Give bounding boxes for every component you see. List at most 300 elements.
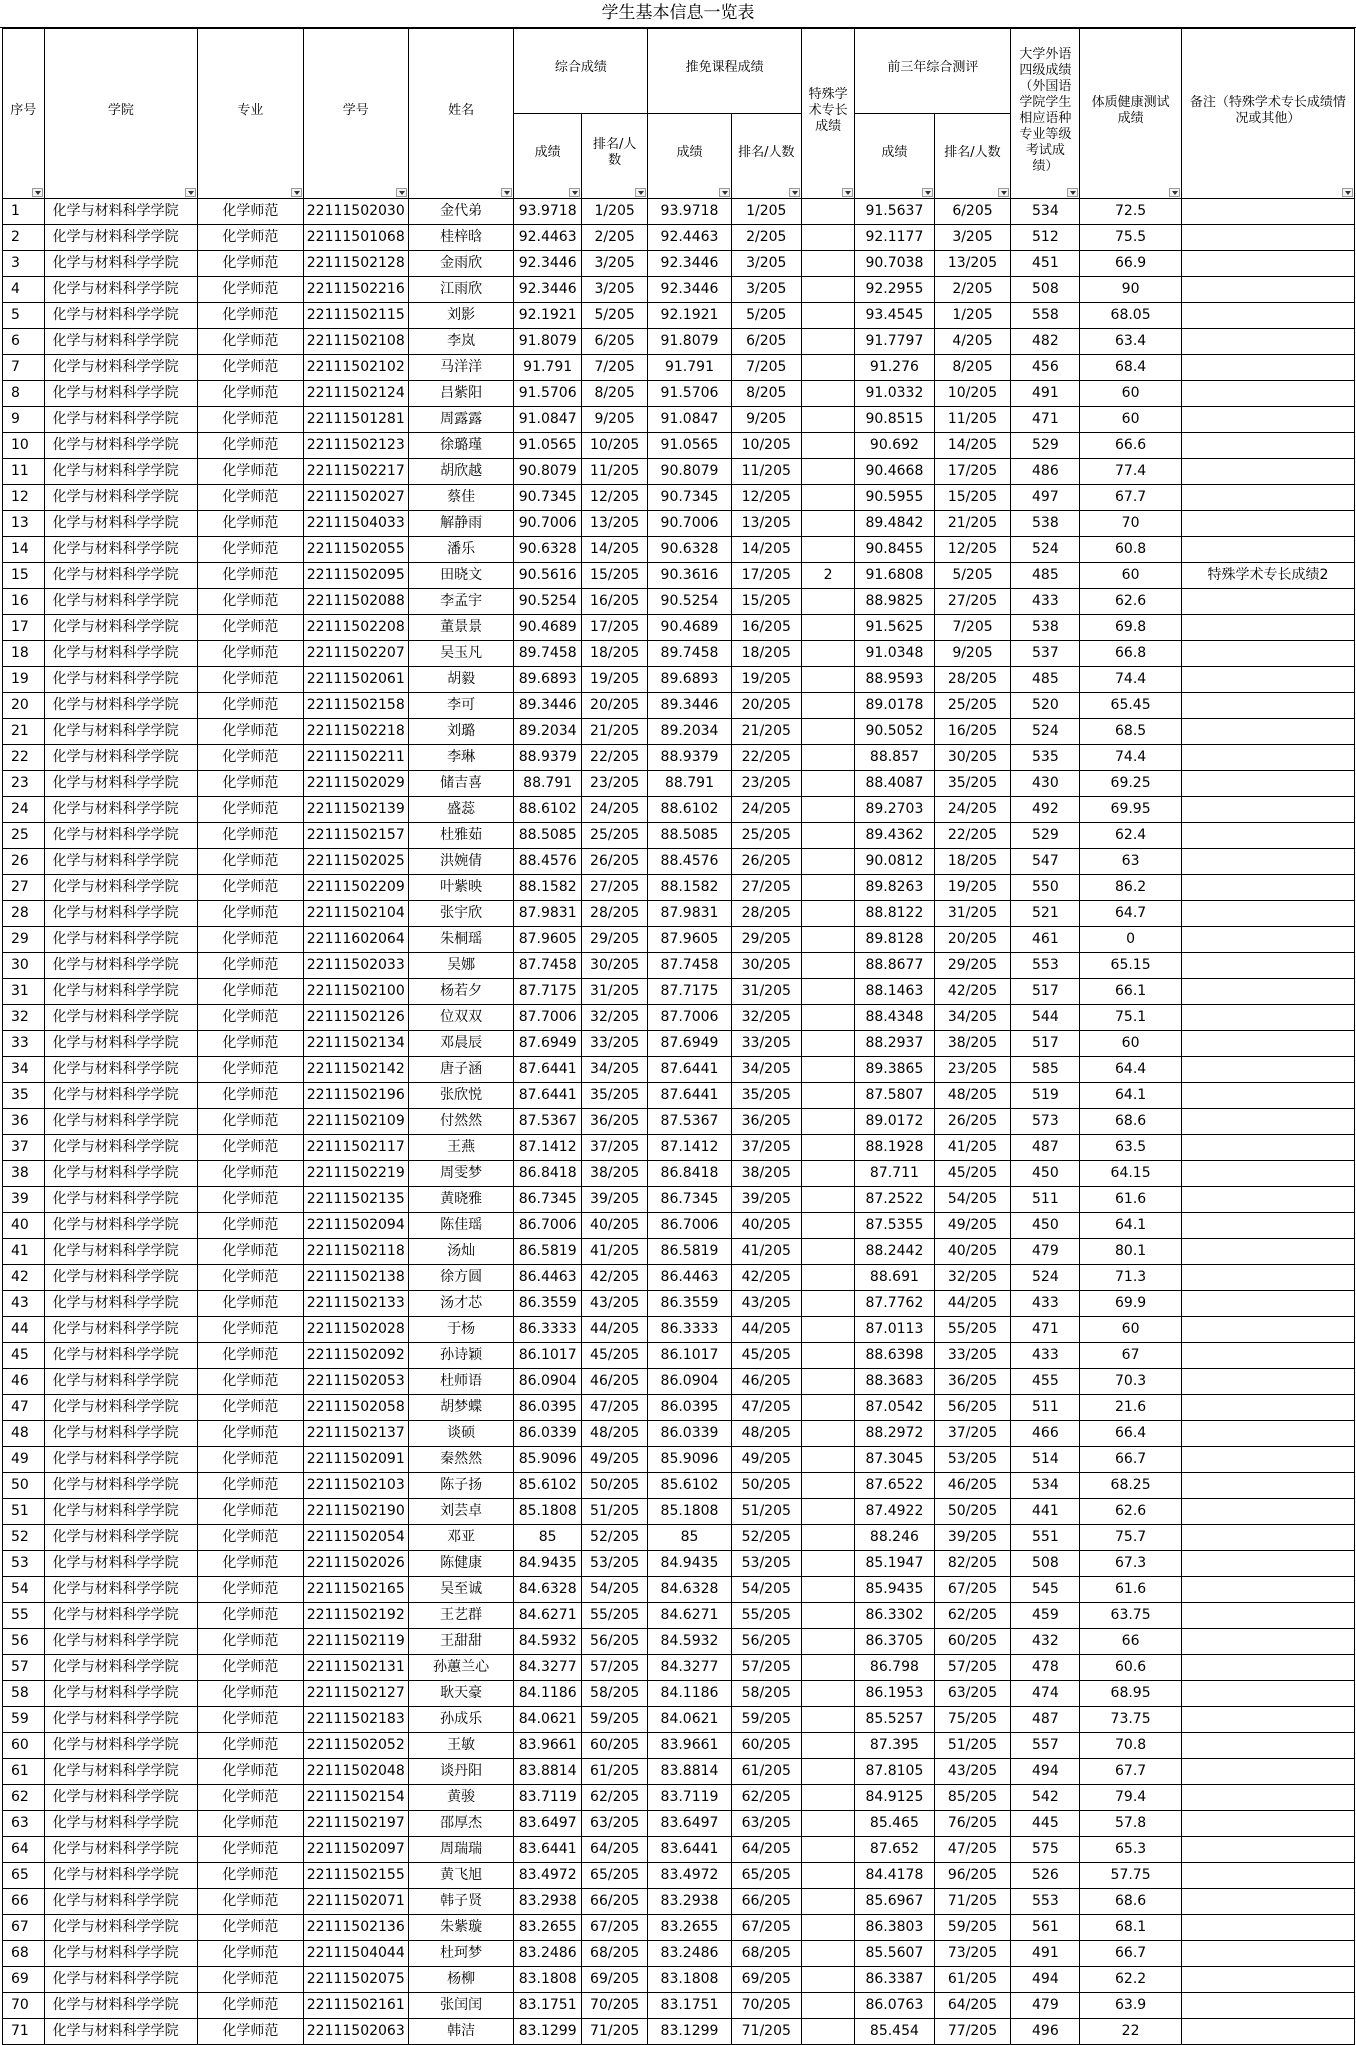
cell-student-id[interactable]: 22111502108 (303, 329, 408, 355)
cell-remark[interactable] (1181, 641, 1354, 667)
cell-three-score[interactable]: 85.1947 (855, 1551, 934, 1577)
cell-student-id[interactable]: 22111502071 (303, 1889, 408, 1915)
cell-comp-rank[interactable]: 6/205 (581, 329, 647, 355)
cell-three-rank[interactable]: 62/205 (934, 1603, 1011, 1629)
cell-comp-rank[interactable]: 18/205 (581, 641, 647, 667)
cell-remark[interactable] (1181, 459, 1354, 485)
cell-special-score[interactable] (801, 979, 854, 1005)
cell-seq[interactable]: 7 (3, 355, 45, 381)
cell-major[interactable]: 化学师范 (198, 901, 303, 927)
cell-comp-rank[interactable]: 16/205 (581, 589, 647, 615)
cell-comp-score[interactable]: 84.1186 (514, 1681, 582, 1707)
cell-cet4[interactable]: 553 (1011, 1889, 1080, 1915)
cell-comp-rank[interactable]: 10/205 (581, 433, 647, 459)
cell-seq[interactable]: 9 (3, 407, 45, 433)
cell-comp-score[interactable]: 86.7006 (514, 1213, 582, 1239)
cell-comp-rank[interactable]: 19/205 (581, 667, 647, 693)
cell-special-score[interactable] (801, 797, 854, 823)
cell-seq[interactable]: 71 (3, 2019, 45, 2045)
cell-comp-rank[interactable]: 69/205 (581, 1967, 647, 1993)
cell-three-rank[interactable]: 47/205 (934, 1837, 1011, 1863)
cell-three-rank[interactable]: 6/205 (934, 199, 1011, 225)
cell-comp-score[interactable]: 89.3446 (514, 693, 582, 719)
cell-rec-rank[interactable]: 22/205 (731, 745, 801, 771)
cell-student-id[interactable]: 22111502100 (303, 979, 408, 1005)
cell-three-rank[interactable]: 41/205 (934, 1135, 1011, 1161)
cell-remark[interactable] (1181, 953, 1354, 979)
cell-three-score[interactable]: 91.5637 (855, 199, 934, 225)
cell-seq[interactable]: 36 (3, 1109, 45, 1135)
cell-rec-rank[interactable]: 36/205 (731, 1109, 801, 1135)
cell-rec-rank[interactable]: 27/205 (731, 875, 801, 901)
cell-college[interactable]: 化学与材料科学学院 (44, 1447, 198, 1473)
cell-special-score[interactable] (801, 1915, 854, 1941)
cell-rec-rank[interactable]: 12/205 (731, 485, 801, 511)
cell-name[interactable]: 秦然然 (408, 1447, 513, 1473)
cell-seq[interactable]: 13 (3, 511, 45, 537)
cell-student-id[interactable]: 22111502063 (303, 2019, 408, 2045)
cell-college[interactable]: 化学与材料科学学院 (44, 1811, 198, 1837)
cell-three-score[interactable]: 85.9435 (855, 1577, 934, 1603)
cell-name[interactable]: 江雨欣 (408, 277, 513, 303)
cell-pe[interactable]: 60.8 (1080, 537, 1181, 563)
cell-college[interactable]: 化学与材料科学学院 (44, 667, 198, 693)
cell-name[interactable]: 李岚 (408, 329, 513, 355)
cell-college[interactable]: 化学与材料科学学院 (44, 355, 198, 381)
cell-pe[interactable]: 63.5 (1080, 1135, 1181, 1161)
cell-three-score[interactable]: 90.7038 (855, 251, 934, 277)
cell-name[interactable]: 黄飞旭 (408, 1863, 513, 1889)
cell-rec-rank[interactable]: 24/205 (731, 797, 801, 823)
cell-comp-rank[interactable]: 21/205 (581, 719, 647, 745)
cell-rec-score[interactable]: 92.1921 (648, 303, 731, 329)
cell-three-rank[interactable]: 40/205 (934, 1239, 1011, 1265)
cell-name[interactable]: 储吉喜 (408, 771, 513, 797)
cell-name[interactable]: 朱桐瑶 (408, 927, 513, 953)
cell-comp-rank[interactable]: 3/205 (581, 277, 647, 303)
cell-three-score[interactable]: 88.246 (855, 1525, 934, 1551)
cell-college[interactable]: 化学与材料科学学院 (44, 693, 198, 719)
cell-cet4[interactable]: 534 (1011, 1473, 1080, 1499)
cell-three-score[interactable]: 87.8105 (855, 1759, 934, 1785)
cell-three-score[interactable]: 87.0113 (855, 1317, 934, 1343)
cell-major[interactable]: 化学师范 (198, 771, 303, 797)
cell-rec-score[interactable]: 90.7345 (648, 485, 731, 511)
cell-rec-score[interactable]: 89.7458 (648, 641, 731, 667)
cell-rec-score[interactable]: 86.7345 (648, 1187, 731, 1213)
cell-major[interactable]: 化学师范 (198, 511, 303, 537)
cell-cet4[interactable]: 451 (1011, 251, 1080, 277)
cell-name[interactable]: 杜师语 (408, 1369, 513, 1395)
cell-special-score[interactable] (801, 589, 854, 615)
cell-comp-rank[interactable]: 48/205 (581, 1421, 647, 1447)
cell-comp-score[interactable]: 83.9661 (514, 1733, 582, 1759)
cell-remark[interactable] (1181, 901, 1354, 927)
cell-rec-score[interactable]: 83.1751 (648, 1993, 731, 2019)
cell-student-id[interactable]: 22111502094 (303, 1213, 408, 1239)
cell-rec-rank[interactable]: 38/205 (731, 1161, 801, 1187)
cell-major[interactable]: 化学师范 (198, 667, 303, 693)
cell-special-score[interactable] (801, 1655, 854, 1681)
cell-major[interactable]: 化学师范 (198, 875, 303, 901)
cell-three-rank[interactable]: 10/205 (934, 381, 1011, 407)
cell-cet4[interactable]: 459 (1011, 1603, 1080, 1629)
cell-comp-rank[interactable]: 56/205 (581, 1629, 647, 1655)
cell-college[interactable]: 化学与材料科学学院 (44, 849, 198, 875)
cell-name[interactable]: 盛蕊 (408, 797, 513, 823)
cell-special-score[interactable] (801, 1447, 854, 1473)
cell-special-score[interactable] (801, 407, 854, 433)
cell-comp-rank[interactable]: 8/205 (581, 381, 647, 407)
cell-cet4[interactable]: 456 (1011, 355, 1080, 381)
cell-pe[interactable]: 65.15 (1080, 953, 1181, 979)
cell-name[interactable]: 陈佳瑶 (408, 1213, 513, 1239)
cell-special-score[interactable] (801, 1837, 854, 1863)
cell-student-id[interactable]: 22111502134 (303, 1031, 408, 1057)
cell-cet4[interactable]: 508 (1011, 277, 1080, 303)
cell-rec-score[interactable]: 89.3446 (648, 693, 731, 719)
cell-comp-score[interactable]: 83.4972 (514, 1863, 582, 1889)
cell-rec-score[interactable]: 86.3333 (648, 1317, 731, 1343)
cell-remark[interactable] (1181, 511, 1354, 537)
cell-comp-rank[interactable]: 57/205 (581, 1655, 647, 1681)
cell-comp-rank[interactable]: 13/205 (581, 511, 647, 537)
cell-pe[interactable]: 65.3 (1080, 1837, 1181, 1863)
cell-seq[interactable]: 53 (3, 1551, 45, 1577)
cell-three-rank[interactable]: 63/205 (934, 1681, 1011, 1707)
cell-three-rank[interactable]: 27/205 (934, 589, 1011, 615)
cell-student-id[interactable]: 22111502026 (303, 1551, 408, 1577)
cell-pe[interactable]: 80.1 (1080, 1239, 1181, 1265)
cell-rec-score[interactable]: 89.6893 (648, 667, 731, 693)
cell-college[interactable]: 化学与材料科学学院 (44, 745, 198, 771)
cell-three-score[interactable]: 88.2937 (855, 1031, 934, 1057)
cell-seq[interactable]: 47 (3, 1395, 45, 1421)
cell-pe[interactable]: 69.25 (1080, 771, 1181, 797)
cell-student-id[interactable]: 22111502028 (303, 1317, 408, 1343)
cell-major[interactable]: 化学师范 (198, 1499, 303, 1525)
cell-three-score[interactable]: 89.4842 (855, 511, 934, 537)
cell-comp-score[interactable]: 85 (514, 1525, 582, 1551)
cell-rec-rank[interactable]: 61/205 (731, 1759, 801, 1785)
cell-pe[interactable]: 79.4 (1080, 1785, 1181, 1811)
cell-major[interactable]: 化学师范 (198, 1083, 303, 1109)
cell-pe[interactable]: 62.2 (1080, 1967, 1181, 1993)
cell-college[interactable]: 化学与材料科学学院 (44, 407, 198, 433)
cell-comp-score[interactable]: 86.0395 (514, 1395, 582, 1421)
cell-three-score[interactable]: 90.8455 (855, 537, 934, 563)
cell-three-rank[interactable]: 3/205 (934, 225, 1011, 251)
cell-comp-score[interactable]: 90.5616 (514, 563, 582, 589)
cell-pe[interactable]: 68.5 (1080, 719, 1181, 745)
cell-pe[interactable]: 68.4 (1080, 355, 1181, 381)
cell-student-id[interactable]: 22111502115 (303, 303, 408, 329)
cell-pe[interactable]: 62.6 (1080, 589, 1181, 615)
cell-comp-rank[interactable]: 44/205 (581, 1317, 647, 1343)
cell-comp-score[interactable]: 83.1808 (514, 1967, 582, 1993)
cell-pe[interactable]: 63.9 (1080, 1993, 1181, 2019)
cell-major[interactable]: 化学师范 (198, 537, 303, 563)
cell-comp-score[interactable]: 87.1412 (514, 1135, 582, 1161)
cell-rec-rank[interactable]: 6/205 (731, 329, 801, 355)
cell-rec-rank[interactable]: 51/205 (731, 1499, 801, 1525)
cell-seq[interactable]: 12 (3, 485, 45, 511)
cell-remark[interactable] (1181, 1759, 1354, 1785)
cell-rec-rank[interactable]: 63/205 (731, 1811, 801, 1837)
cell-seq[interactable]: 61 (3, 1759, 45, 1785)
cell-student-id[interactable]: 22111504033 (303, 511, 408, 537)
cell-pe[interactable]: 75.1 (1080, 1005, 1181, 1031)
cell-student-id[interactable]: 22111502127 (303, 1681, 408, 1707)
cell-comp-rank[interactable]: 38/205 (581, 1161, 647, 1187)
cell-remark[interactable] (1181, 1577, 1354, 1603)
cell-rec-rank[interactable]: 17/205 (731, 563, 801, 589)
cell-cet4[interactable]: 544 (1011, 1005, 1080, 1031)
cell-pe[interactable]: 68.6 (1080, 1109, 1181, 1135)
cell-remark[interactable] (1181, 1395, 1354, 1421)
cell-comp-score[interactable]: 84.0621 (514, 1707, 582, 1733)
cell-remark[interactable] (1181, 719, 1354, 745)
cell-student-id[interactable]: 22111502197 (303, 1811, 408, 1837)
cell-college[interactable]: 化学与材料科学学院 (44, 1499, 198, 1525)
cell-college[interactable]: 化学与材料科学学院 (44, 1993, 198, 2019)
cell-major[interactable]: 化学师范 (198, 1629, 303, 1655)
cell-comp-score[interactable]: 83.1299 (514, 2019, 582, 2045)
cell-seq[interactable]: 24 (3, 797, 45, 823)
cell-student-id[interactable]: 22111502136 (303, 1915, 408, 1941)
cell-special-score[interactable] (801, 1057, 854, 1083)
cell-rec-score[interactable]: 88.5085 (648, 823, 731, 849)
cell-cet4[interactable]: 535 (1011, 745, 1080, 771)
cell-seq[interactable]: 38 (3, 1161, 45, 1187)
cell-pe[interactable]: 70.8 (1080, 1733, 1181, 1759)
cell-three-score[interactable]: 86.0763 (855, 1993, 934, 2019)
cell-three-score[interactable]: 88.1463 (855, 979, 934, 1005)
cell-pe[interactable]: 57.8 (1080, 1811, 1181, 1837)
cell-cet4[interactable]: 486 (1011, 459, 1080, 485)
cell-cet4[interactable]: 529 (1011, 823, 1080, 849)
cell-college[interactable]: 化学与材料科学学院 (44, 927, 198, 953)
cell-cet4[interactable]: 497 (1011, 485, 1080, 511)
cell-seq[interactable]: 10 (3, 433, 45, 459)
cell-name[interactable]: 陈健康 (408, 1551, 513, 1577)
cell-name[interactable]: 耿天豪 (408, 1681, 513, 1707)
cell-college[interactable]: 化学与材料科学学院 (44, 1577, 198, 1603)
cell-pe[interactable]: 60 (1080, 381, 1181, 407)
cell-remark[interactable] (1181, 1031, 1354, 1057)
cell-name[interactable]: 马洋洋 (408, 355, 513, 381)
cell-comp-rank[interactable]: 33/205 (581, 1031, 647, 1057)
cell-college[interactable]: 化学与材料科学学院 (44, 1915, 198, 1941)
cell-student-id[interactable]: 22111502048 (303, 1759, 408, 1785)
cell-pe[interactable]: 63.75 (1080, 1603, 1181, 1629)
cell-three-rank[interactable]: 31/205 (934, 901, 1011, 927)
cell-seq[interactable]: 66 (3, 1889, 45, 1915)
cell-student-id[interactable]: 22111502155 (303, 1863, 408, 1889)
cell-student-id[interactable]: 22111502157 (303, 823, 408, 849)
cell-three-score[interactable]: 86.3387 (855, 1967, 934, 1993)
cell-rec-score[interactable]: 91.0847 (648, 407, 731, 433)
cell-name[interactable]: 徐璐瑾 (408, 433, 513, 459)
cell-college[interactable]: 化学与材料科学学院 (44, 485, 198, 511)
cell-rec-rank[interactable]: 68/205 (731, 1941, 801, 1967)
cell-cet4[interactable]: 575 (1011, 1837, 1080, 1863)
cell-three-rank[interactable]: 38/205 (934, 1031, 1011, 1057)
cell-rec-rank[interactable]: 40/205 (731, 1213, 801, 1239)
cell-remark[interactable] (1181, 849, 1354, 875)
cell-rec-rank[interactable]: 37/205 (731, 1135, 801, 1161)
cell-college[interactable]: 化学与材料科学学院 (44, 1525, 198, 1551)
cell-special-score[interactable] (801, 745, 854, 771)
cell-college[interactable]: 化学与材料科学学院 (44, 953, 198, 979)
cell-seq[interactable]: 49 (3, 1447, 45, 1473)
cell-comp-rank[interactable]: 53/205 (581, 1551, 647, 1577)
cell-comp-score[interactable]: 86.7345 (514, 1187, 582, 1213)
cell-name[interactable]: 于杨 (408, 1317, 513, 1343)
cell-major[interactable]: 化学师范 (198, 1187, 303, 1213)
cell-comp-score[interactable]: 84.3277 (514, 1655, 582, 1681)
cell-remark[interactable] (1181, 1733, 1354, 1759)
cell-three-score[interactable]: 88.4348 (855, 1005, 934, 1031)
cell-special-score[interactable] (801, 1161, 854, 1187)
cell-three-score[interactable]: 87.3045 (855, 1447, 934, 1473)
cell-special-score[interactable] (801, 1863, 854, 1889)
cell-three-score[interactable]: 90.5052 (855, 719, 934, 745)
header-pe-test-score[interactable]: 体质健康测试成绩 (1080, 29, 1181, 199)
cell-name[interactable]: 谈硕 (408, 1421, 513, 1447)
cell-three-rank[interactable]: 4/205 (934, 329, 1011, 355)
cell-name[interactable]: 桂梓晗 (408, 225, 513, 251)
cell-student-id[interactable]: 22111502095 (303, 563, 408, 589)
cell-major[interactable]: 化学师范 (198, 615, 303, 641)
cell-name[interactable]: 徐方圆 (408, 1265, 513, 1291)
cell-remark[interactable] (1181, 745, 1354, 771)
header-special-academic-score[interactable]: 特殊学术专长成绩 (801, 29, 854, 199)
cell-three-score[interactable]: 89.0178 (855, 693, 934, 719)
cell-major[interactable]: 化学师范 (198, 589, 303, 615)
cell-comp-score[interactable]: 90.6328 (514, 537, 582, 563)
cell-cet4[interactable]: 450 (1011, 1161, 1080, 1187)
cell-comp-rank[interactable]: 68/205 (581, 1941, 647, 1967)
filter-dropdown-icon[interactable] (789, 188, 800, 197)
cell-student-id[interactable]: 22111502158 (303, 693, 408, 719)
cell-remark[interactable] (1181, 979, 1354, 1005)
cell-cet4[interactable]: 557 (1011, 1733, 1080, 1759)
cell-pe[interactable]: 60 (1080, 563, 1181, 589)
cell-cet4[interactable]: 433 (1011, 1291, 1080, 1317)
cell-pe[interactable]: 66.7 (1080, 1447, 1181, 1473)
cell-seq[interactable]: 51 (3, 1499, 45, 1525)
cell-pe[interactable]: 74.4 (1080, 667, 1181, 693)
cell-rec-rank[interactable]: 1/205 (731, 199, 801, 225)
cell-cet4[interactable]: 524 (1011, 1265, 1080, 1291)
cell-three-score[interactable]: 86.3302 (855, 1603, 934, 1629)
cell-comp-score[interactable]: 83.2938 (514, 1889, 582, 1915)
cell-rec-rank[interactable]: 64/205 (731, 1837, 801, 1863)
cell-pe[interactable]: 86.2 (1080, 875, 1181, 901)
cell-three-score[interactable]: 90.8515 (855, 407, 934, 433)
cell-comp-rank[interactable]: 39/205 (581, 1187, 647, 1213)
cell-major[interactable]: 化学师范 (198, 1291, 303, 1317)
cell-three-rank[interactable]: 39/205 (934, 1525, 1011, 1551)
cell-student-id[interactable]: 22111502192 (303, 1603, 408, 1629)
cell-rec-rank[interactable]: 20/205 (731, 693, 801, 719)
cell-three-rank[interactable]: 2/205 (934, 277, 1011, 303)
cell-special-score[interactable] (801, 1187, 854, 1213)
cell-college[interactable]: 化学与材料科学学院 (44, 1473, 198, 1499)
cell-three-rank[interactable]: 19/205 (934, 875, 1011, 901)
cell-cet4[interactable]: 537 (1011, 641, 1080, 667)
cell-three-rank[interactable]: 71/205 (934, 1889, 1011, 1915)
header-name[interactable]: 姓名 (408, 29, 513, 199)
cell-three-rank[interactable]: 7/205 (934, 615, 1011, 641)
cell-special-score[interactable] (801, 433, 854, 459)
cell-cet4[interactable]: 455 (1011, 1369, 1080, 1395)
cell-rec-score[interactable]: 90.4689 (648, 615, 731, 641)
cell-three-rank[interactable]: 23/205 (934, 1057, 1011, 1083)
cell-rec-score[interactable]: 91.5706 (648, 381, 731, 407)
cell-major[interactable]: 化学师范 (198, 251, 303, 277)
cell-special-score[interactable] (801, 329, 854, 355)
cell-college[interactable]: 化学与材料科学学院 (44, 1317, 198, 1343)
cell-three-score[interactable]: 88.6398 (855, 1343, 934, 1369)
cell-three-rank[interactable]: 77/205 (934, 2019, 1011, 2045)
cell-three-rank[interactable]: 54/205 (934, 1187, 1011, 1213)
cell-college[interactable]: 化学与材料科学学院 (44, 1733, 198, 1759)
cell-comp-rank[interactable]: 67/205 (581, 1915, 647, 1941)
cell-major[interactable]: 化学师范 (198, 1993, 303, 2019)
cell-three-rank[interactable]: 15/205 (934, 485, 1011, 511)
cell-pe[interactable]: 66.8 (1080, 641, 1181, 667)
cell-name[interactable]: 杜珂梦 (408, 1941, 513, 1967)
cell-remark[interactable] (1181, 1863, 1354, 1889)
cell-major[interactable]: 化学师范 (198, 823, 303, 849)
cell-rec-score[interactable]: 83.2486 (648, 1941, 731, 1967)
cell-remark[interactable] (1181, 1187, 1354, 1213)
cell-name[interactable]: 位双双 (408, 1005, 513, 1031)
cell-major[interactable]: 化学师范 (198, 927, 303, 953)
cell-major[interactable]: 化学师范 (198, 1265, 303, 1291)
cell-seq[interactable]: 42 (3, 1265, 45, 1291)
cell-remark[interactable]: 特殊学术专长成绩2 (1181, 563, 1354, 589)
cell-rec-score[interactable]: 92.3446 (648, 277, 731, 303)
cell-three-rank[interactable]: 55/205 (934, 1317, 1011, 1343)
cell-major[interactable]: 化学师范 (198, 433, 303, 459)
cell-rec-score[interactable]: 83.1808 (648, 1967, 731, 1993)
cell-seq[interactable]: 40 (3, 1213, 45, 1239)
cell-three-score[interactable]: 90.4668 (855, 459, 934, 485)
cell-three-rank[interactable]: 46/205 (934, 1473, 1011, 1499)
cell-name[interactable]: 王燕 (408, 1135, 513, 1161)
cell-rec-rank[interactable]: 39/205 (731, 1187, 801, 1213)
cell-seq[interactable]: 21 (3, 719, 45, 745)
cell-remark[interactable] (1181, 1317, 1354, 1343)
cell-name[interactable]: 张宇欣 (408, 901, 513, 927)
cell-comp-rank[interactable]: 65/205 (581, 1863, 647, 1889)
cell-student-id[interactable]: 22111502137 (303, 1421, 408, 1447)
cell-three-rank[interactable]: 11/205 (934, 407, 1011, 433)
cell-comp-score[interactable]: 84.5932 (514, 1629, 582, 1655)
cell-rec-rank[interactable]: 46/205 (731, 1369, 801, 1395)
cell-rec-score[interactable]: 86.4463 (648, 1265, 731, 1291)
cell-remark[interactable] (1181, 355, 1354, 381)
cell-three-score[interactable]: 91.5625 (855, 615, 934, 641)
cell-comp-score[interactable]: 83.6497 (514, 1811, 582, 1837)
cell-three-rank[interactable]: 22/205 (934, 823, 1011, 849)
cell-comp-rank[interactable]: 14/205 (581, 537, 647, 563)
cell-rec-rank[interactable]: 62/205 (731, 1785, 801, 1811)
cell-three-score[interactable]: 90.5955 (855, 485, 934, 511)
